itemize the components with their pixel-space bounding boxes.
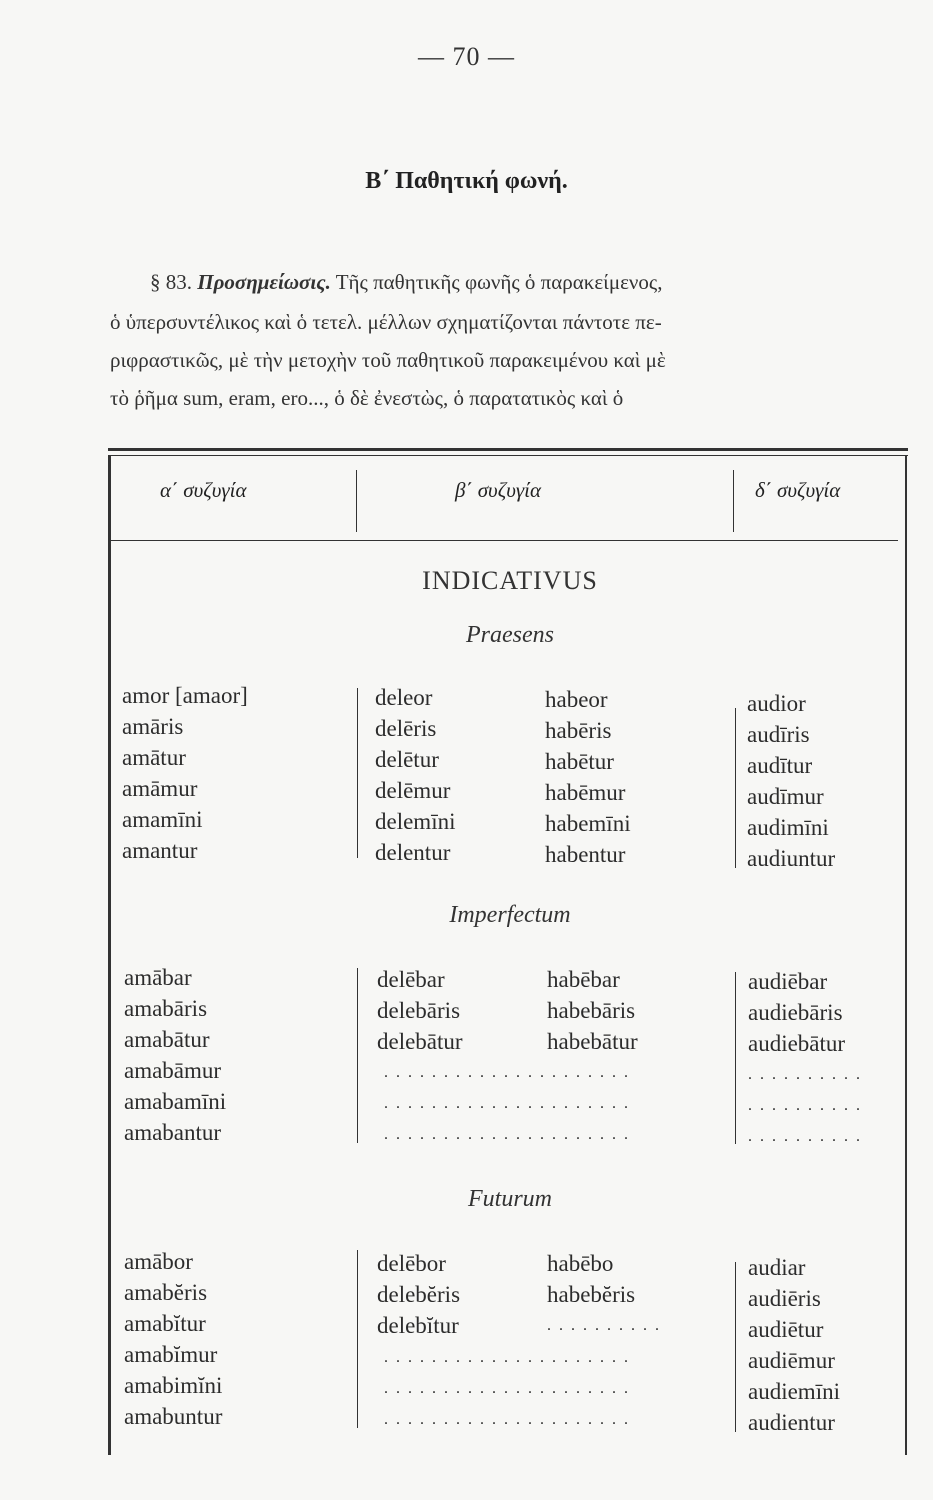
list-item: audiebāris [748,1000,843,1025]
col-divider-imperf-1 [357,968,358,1143]
list-item: amabamīni [124,1089,227,1114]
col-divider-praesens-1 [357,688,358,858]
list-item: delentur [375,840,451,865]
list-item: delebātur [377,1029,463,1054]
list-item: habebāris [547,998,636,1023]
list-item: amamīni [122,807,203,832]
list-item: amāmur [122,776,198,801]
list-item: habēbar [547,967,620,992]
list-item: amabĕris [124,1280,208,1305]
section-label: Προσημείωσις. [197,270,331,294]
imperfectum-col-b1 [377,964,463,1057]
list-item: habentur [545,842,626,867]
table-right-border [905,455,907,1455]
list-item: . . . . . . . . . . . . . . . . . . . . . [384,1380,630,1397]
list-item: . . . . . . . . . . [748,1066,862,1083]
futurum-col-b-dots [384,1342,630,1435]
praesens-col-b1 [375,682,455,868]
paragraph-line-3: ριφραστικῶς, μὲ τὴν μετοχὴν τοῦ παθητικοῦ παρακειμένου καὶ μὲ [110,348,666,372]
list-item: delēbor [377,1251,446,1276]
paragraph-line-4: τὸ ῥῆμα sum, eram, ero..., ὁ δὲ ἐνεστὼς, ὁ παρατατικὸς καὶ ὁ [110,386,624,410]
list-item: . . . . . . . . . . [748,1097,862,1114]
list-item: delētur [375,747,439,772]
mood-label: INDICATIVUS [422,566,598,595]
imperfectum-col-a [124,962,226,1148]
list-item: . . . . . . . . . . . . . . . . . . . . . [384,1349,630,1366]
list-item: habētur [545,749,614,774]
list-item: amabāmur [124,1058,222,1083]
page-number: — 70 — [418,42,515,71]
header-bottom-rule [108,540,898,541]
paragraph-line-2: ὁ ὑπερσυντέλικος καὶ ὁ τετελ. μέλλων σχηματίζονται πάντοτε πε- [110,310,662,334]
header-conj-2: β΄ συζυγία [455,478,541,502]
tense-futurum: Futurum [468,1186,552,1212]
col-divider-praesens-2 [735,708,736,868]
header-conj-1: α΄ συζυγία [160,478,247,502]
list-item: delebĕris [377,1282,461,1307]
header-conj-4: δ΄ συζυγία [755,478,841,502]
list-item: . . . . . . . . . . [547,1317,661,1334]
imperfectum-col-b-dots [384,1057,630,1150]
list-item: delebāris [377,998,461,1023]
list-item: audiēris [748,1286,821,1311]
list-item: habēmur [545,780,626,805]
praesens-col-b2 [545,684,631,870]
section-title: Β΄ Παθητική φωνή. [365,168,568,194]
list-item: audītur [747,753,813,778]
list-item: audiēmur [748,1348,835,1373]
paragraph-line-1 [150,270,933,295]
praesens-col-a [122,680,248,866]
futurum-col-b1 [377,1248,460,1341]
col-divider-fut-1 [357,1250,358,1428]
list-item: amantur [122,838,198,863]
list-item: amabimĭni [124,1373,223,1398]
list-item: delēris [375,716,437,741]
list-item: amabĭmur [124,1342,218,1367]
table-top-rule [108,448,908,451]
list-item: habēbo [547,1251,614,1276]
list-item: delebĭtur [377,1313,459,1338]
imperfectum-col-b2 [547,964,638,1057]
col-divider-fut-2 [735,1262,736,1432]
list-item: amor [amaor] [122,683,248,708]
tense-praesens: Praesens [466,622,554,648]
list-item: audientur [748,1410,835,1435]
list-item: amabātur [124,1027,210,1052]
list-item: habemīni [545,811,631,836]
list-item: audiebātur [748,1031,846,1056]
list-item: delemīni [375,809,456,834]
list-item: . . . . . . . . . . . . . . . . . . . . . [384,1064,630,1081]
list-item: deleor [375,685,433,710]
list-item: . . . . . . . . . . [748,1128,862,1145]
futurum-col-a [124,1246,222,1432]
list-item: habebĕris [547,1282,636,1307]
list-item: habēris [545,718,612,743]
header-divider-2 [733,470,734,532]
list-item: amabĭtur [124,1311,206,1336]
list-item: amabantur [124,1120,222,1145]
col-divider-imperf-2 [735,972,736,1144]
paragraph-text-1: Τῆς παθητικῆς φωνῆς ὁ παρακείμενος, [335,270,663,294]
list-item: audimīni [747,815,829,840]
tense-imperfectum: Imperfectum [449,902,571,928]
list-item: amātur [122,745,186,770]
list-item: habeor [545,687,608,712]
list-item: audiuntur [747,846,836,871]
list-item: . . . . . . . . . . . . . . . . . . . . . [384,1411,630,1428]
section-ref: § 83. [150,270,192,294]
list-item: delēmur [375,778,451,803]
table-top-rule-thin [108,455,908,456]
list-item: audīris [747,722,810,747]
list-item: delēbar [377,967,445,992]
list-item: amāris [122,714,184,739]
table-left-border [108,455,111,1455]
list-item: . . . . . . . . . . . . . . . . . . . . . [384,1126,630,1143]
list-item: amabāris [124,996,208,1021]
futurum-col-b2 [547,1248,661,1341]
list-item: audiēbar [748,969,828,994]
list-item: audīmur [747,784,824,809]
list-item: audiētur [748,1317,824,1342]
imperfectum-col-d [748,966,862,1152]
list-item: amābor [124,1249,193,1274]
list-item: . . . . . . . . . . . . . . . . . . . . . [384,1095,630,1112]
list-item: audiar [748,1255,806,1280]
list-item: audiemīni [748,1379,840,1404]
list-item: amābar [124,965,192,990]
header-divider-1 [356,470,357,532]
list-item: habebātur [547,1029,638,1054]
futurum-col-d [748,1252,840,1438]
praesens-col-d [747,688,835,874]
list-item: audior [747,691,806,716]
list-item: amabuntur [124,1404,223,1429]
